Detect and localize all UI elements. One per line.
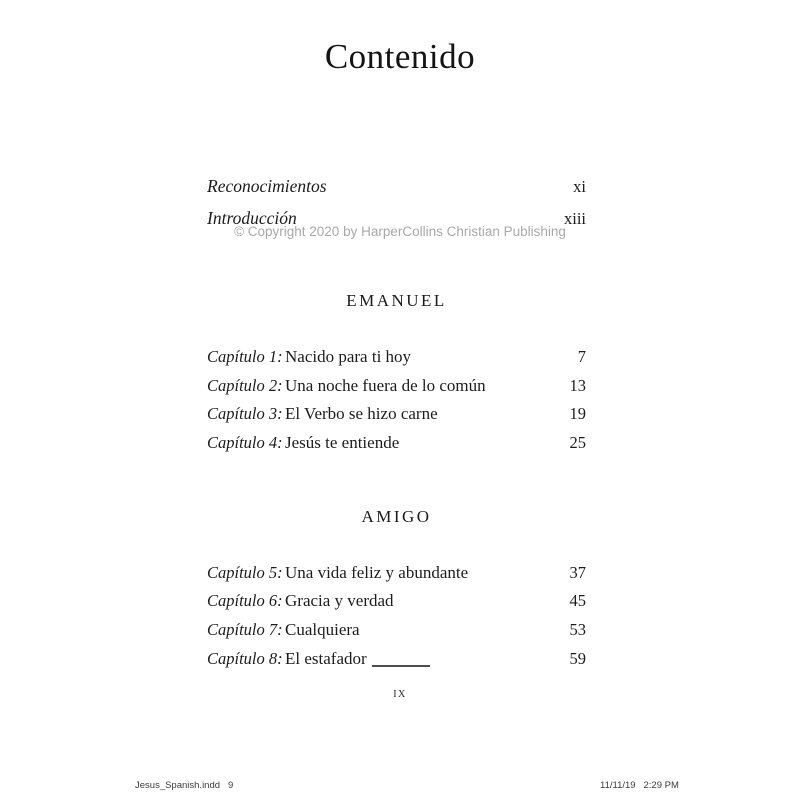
toc-row-chapter-4 xyxy=(207,433,586,462)
chapter-label: Capítulo 7: xyxy=(207,620,283,640)
toc-row-chapter-7 xyxy=(207,620,586,649)
page-number: 53 xyxy=(569,620,586,640)
chapter-title: El estafador xyxy=(285,648,367,668)
front-matter-list xyxy=(207,176,586,237)
section-heading: EMANUEL xyxy=(346,291,447,310)
chapter-title: Una noche fuera de lo común xyxy=(285,375,486,395)
section-emanuel xyxy=(207,291,586,462)
chapter-title: Una vida feliz y abundante xyxy=(285,562,469,582)
page-number: 45 xyxy=(569,591,586,611)
page-number: 7 xyxy=(577,347,586,366)
chapter-title: Nacido para ti hoy xyxy=(285,347,412,366)
chapter-label: Capítulo 6: xyxy=(207,591,283,611)
page-number: 59 xyxy=(569,648,586,668)
chapter-label: Capítulo 2: xyxy=(207,375,283,395)
print-slug-timestamp: 11/11/19 2:29 PM xyxy=(600,780,679,791)
print-slug-filename: Jesus_Spanish.indd 9 xyxy=(135,780,234,791)
chapter-title: Jesús te entiende xyxy=(285,433,400,453)
chapter-title: Cualquiera xyxy=(285,620,360,640)
chapter-label: Capítulo 3: xyxy=(207,404,283,424)
section-amigo xyxy=(207,507,586,678)
section-heading: AMIGO xyxy=(361,506,432,526)
toc-row-chapter-5 xyxy=(207,563,586,592)
chapter-label: Capítulo 8: xyxy=(207,648,283,668)
toc-row-chapter-2 xyxy=(207,376,586,405)
chapter-title: El Verbo se hizo carne xyxy=(285,404,438,424)
page-number: 13 xyxy=(569,375,586,395)
folio-page-number: ix xyxy=(393,686,407,701)
page-number: xiii xyxy=(563,209,586,228)
toc-row-introduccion xyxy=(207,208,586,237)
chapter-label: Capítulo 4: xyxy=(207,433,283,453)
toc-row-chapter-8 xyxy=(207,649,586,678)
toc-row-chapter-1 xyxy=(207,347,586,376)
toc-row-chapter-6 xyxy=(207,591,586,620)
page-number: 25 xyxy=(569,433,586,453)
page-number: 37 xyxy=(569,562,586,582)
chapter-label: Capítulo 5: xyxy=(207,562,283,582)
chapter-label: Capítulo 1: xyxy=(207,347,283,366)
page-number: 19 xyxy=(569,404,586,424)
front-matter-label: Introducción xyxy=(207,208,297,228)
section-divider-rule xyxy=(372,665,430,667)
toc-row-reconocimientos xyxy=(207,176,586,205)
front-matter-label: Reconocimientos xyxy=(207,176,327,196)
chapter-title: Gracia y verdad xyxy=(285,591,394,611)
toc-row-chapter-3 xyxy=(207,404,586,433)
page-number: xi xyxy=(573,177,586,196)
table-of-contents xyxy=(207,176,586,678)
copyright-watermark: © Copyright 2020 by HarperCollins Christian Publishing xyxy=(234,224,566,239)
page-title: Contenido xyxy=(324,37,476,77)
